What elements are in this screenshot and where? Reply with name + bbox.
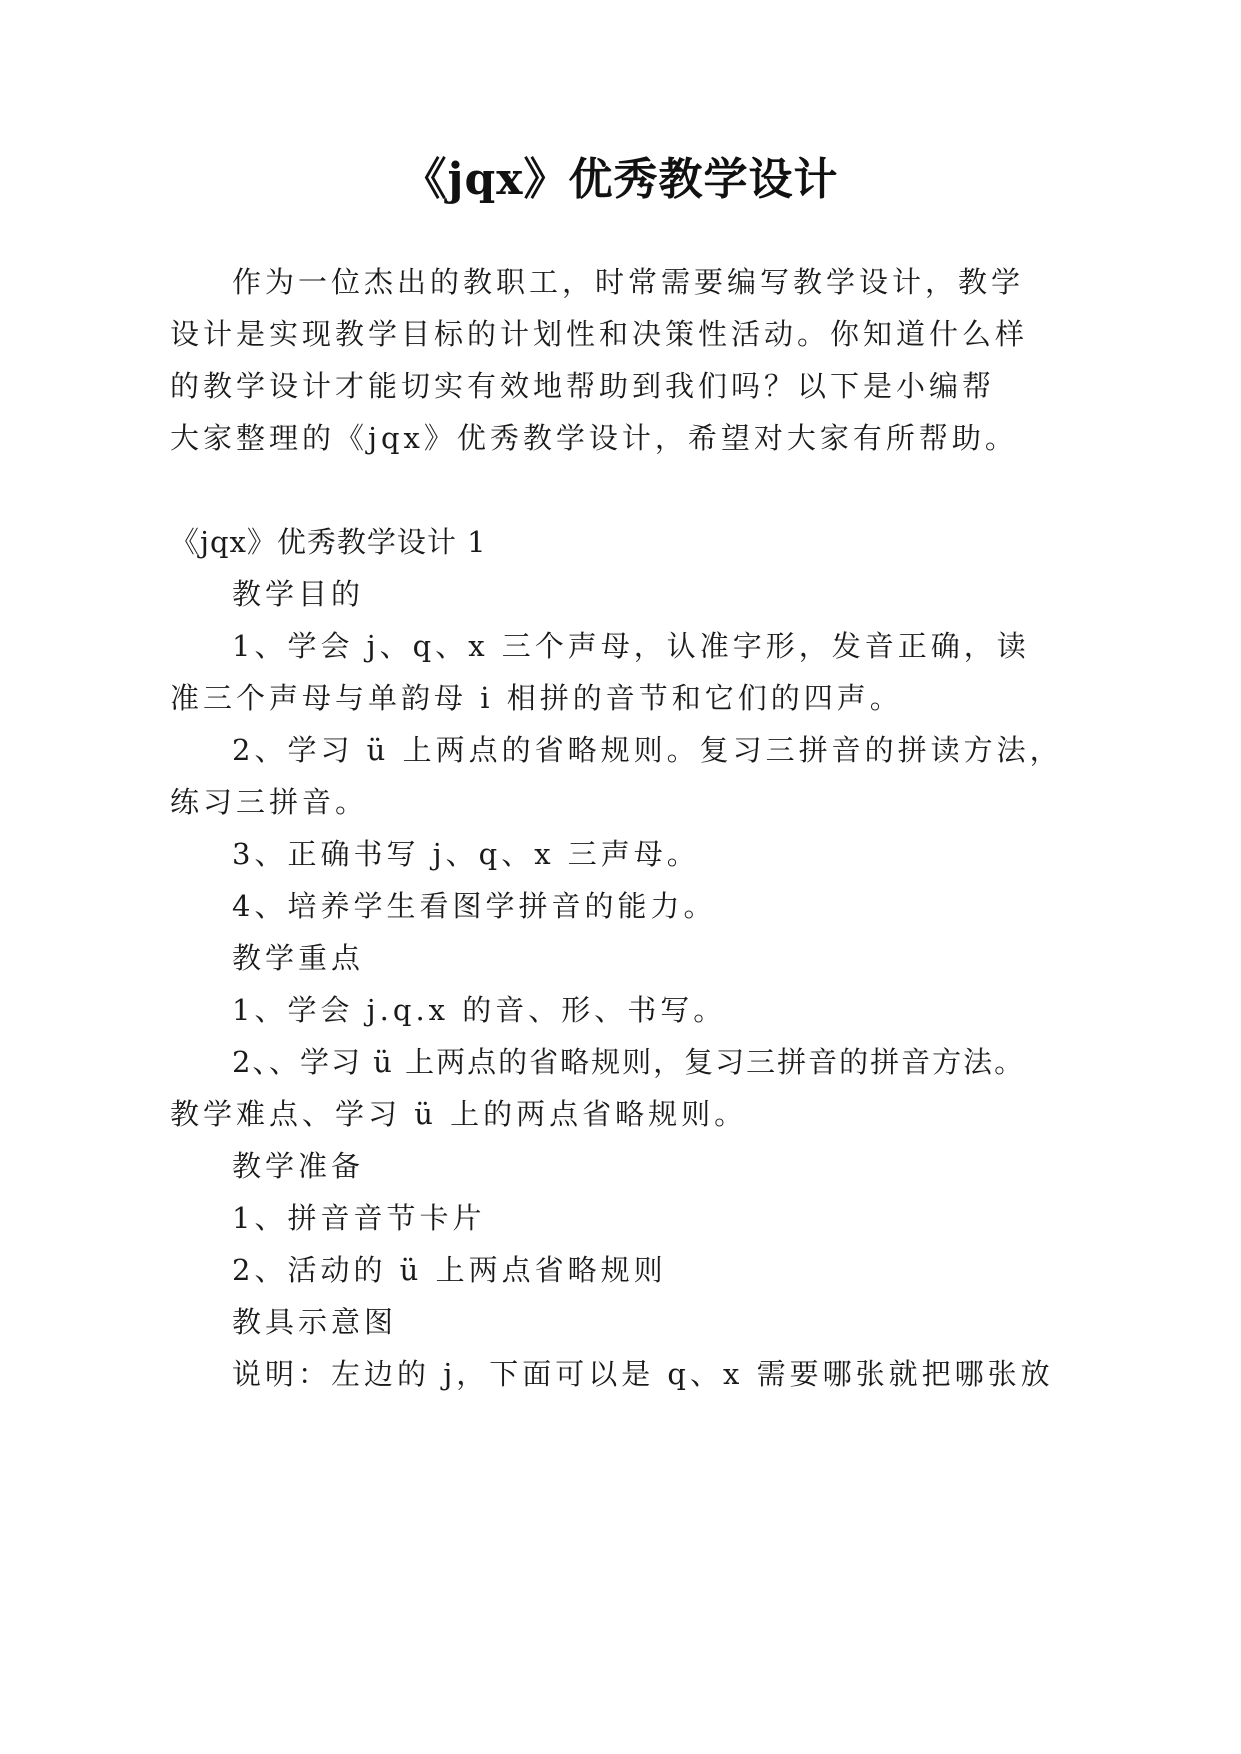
body-line-15: 教具示意图 xyxy=(232,1305,398,1339)
body-line-4: 2、学习 ü 上两点的省略规则。复习三拼音的拼读方法， xyxy=(232,733,1063,767)
document-title: 《jqx》优秀教学设计 xyxy=(402,154,839,205)
body-line-10: 2、、学习 ü 上两点的省略规则，复习三拼音的拼音方法。 xyxy=(232,1045,1026,1079)
body-line-8: 教学重点 xyxy=(232,941,365,975)
intro-line-4: 大家整理的《jqx》优秀教学设计，希望对大家有所帮助。 xyxy=(170,421,1018,455)
body-line-9: 1、学会 j.q.x 的音、形、书写。 xyxy=(232,993,727,1027)
intro-line-1: 作为一位杰出的教职工，时常需要编写教学设计，教学 xyxy=(232,265,1025,299)
body-line-3: 准三个声母与单韵母 i 相拼的音节和它们的四声。 xyxy=(170,681,903,715)
intro-line-2: 设计是实现教学目标的计划性和决策性活动。你知道什么样 xyxy=(170,317,1029,351)
body-line-6: 3、正确书写 j、q、x 三声母。 xyxy=(232,837,700,871)
body-line-1: 教学目的 xyxy=(232,577,365,611)
body-line-5: 练习三拼音。 xyxy=(170,785,369,819)
body-line-2: 1、学会 j、q、x 三个声母，认准字形，发音正确，读 xyxy=(232,629,1030,663)
body-line-14: 2、活动的 ü 上两点省略规则 xyxy=(232,1253,667,1287)
body-line-12: 教学准备 xyxy=(232,1149,365,1183)
section-title: 《jqx》优秀教学设计 1 xyxy=(170,525,487,559)
body-line-7: 4、培养学生看图学拼音的能力。 xyxy=(232,889,717,923)
body-line-16: 说明：左边的 j，下面可以是 q、x 需要哪张就把哪张放 xyxy=(232,1357,1054,1391)
body-line-13: 1、拼音音节卡片 xyxy=(232,1201,486,1235)
intro-line-3: 的教学设计才能切实有效地帮助到我们吗？以下是小编帮 xyxy=(170,369,996,403)
body-line-11: 教学难点、学习 ü 上的两点省略规则。 xyxy=(170,1097,748,1131)
